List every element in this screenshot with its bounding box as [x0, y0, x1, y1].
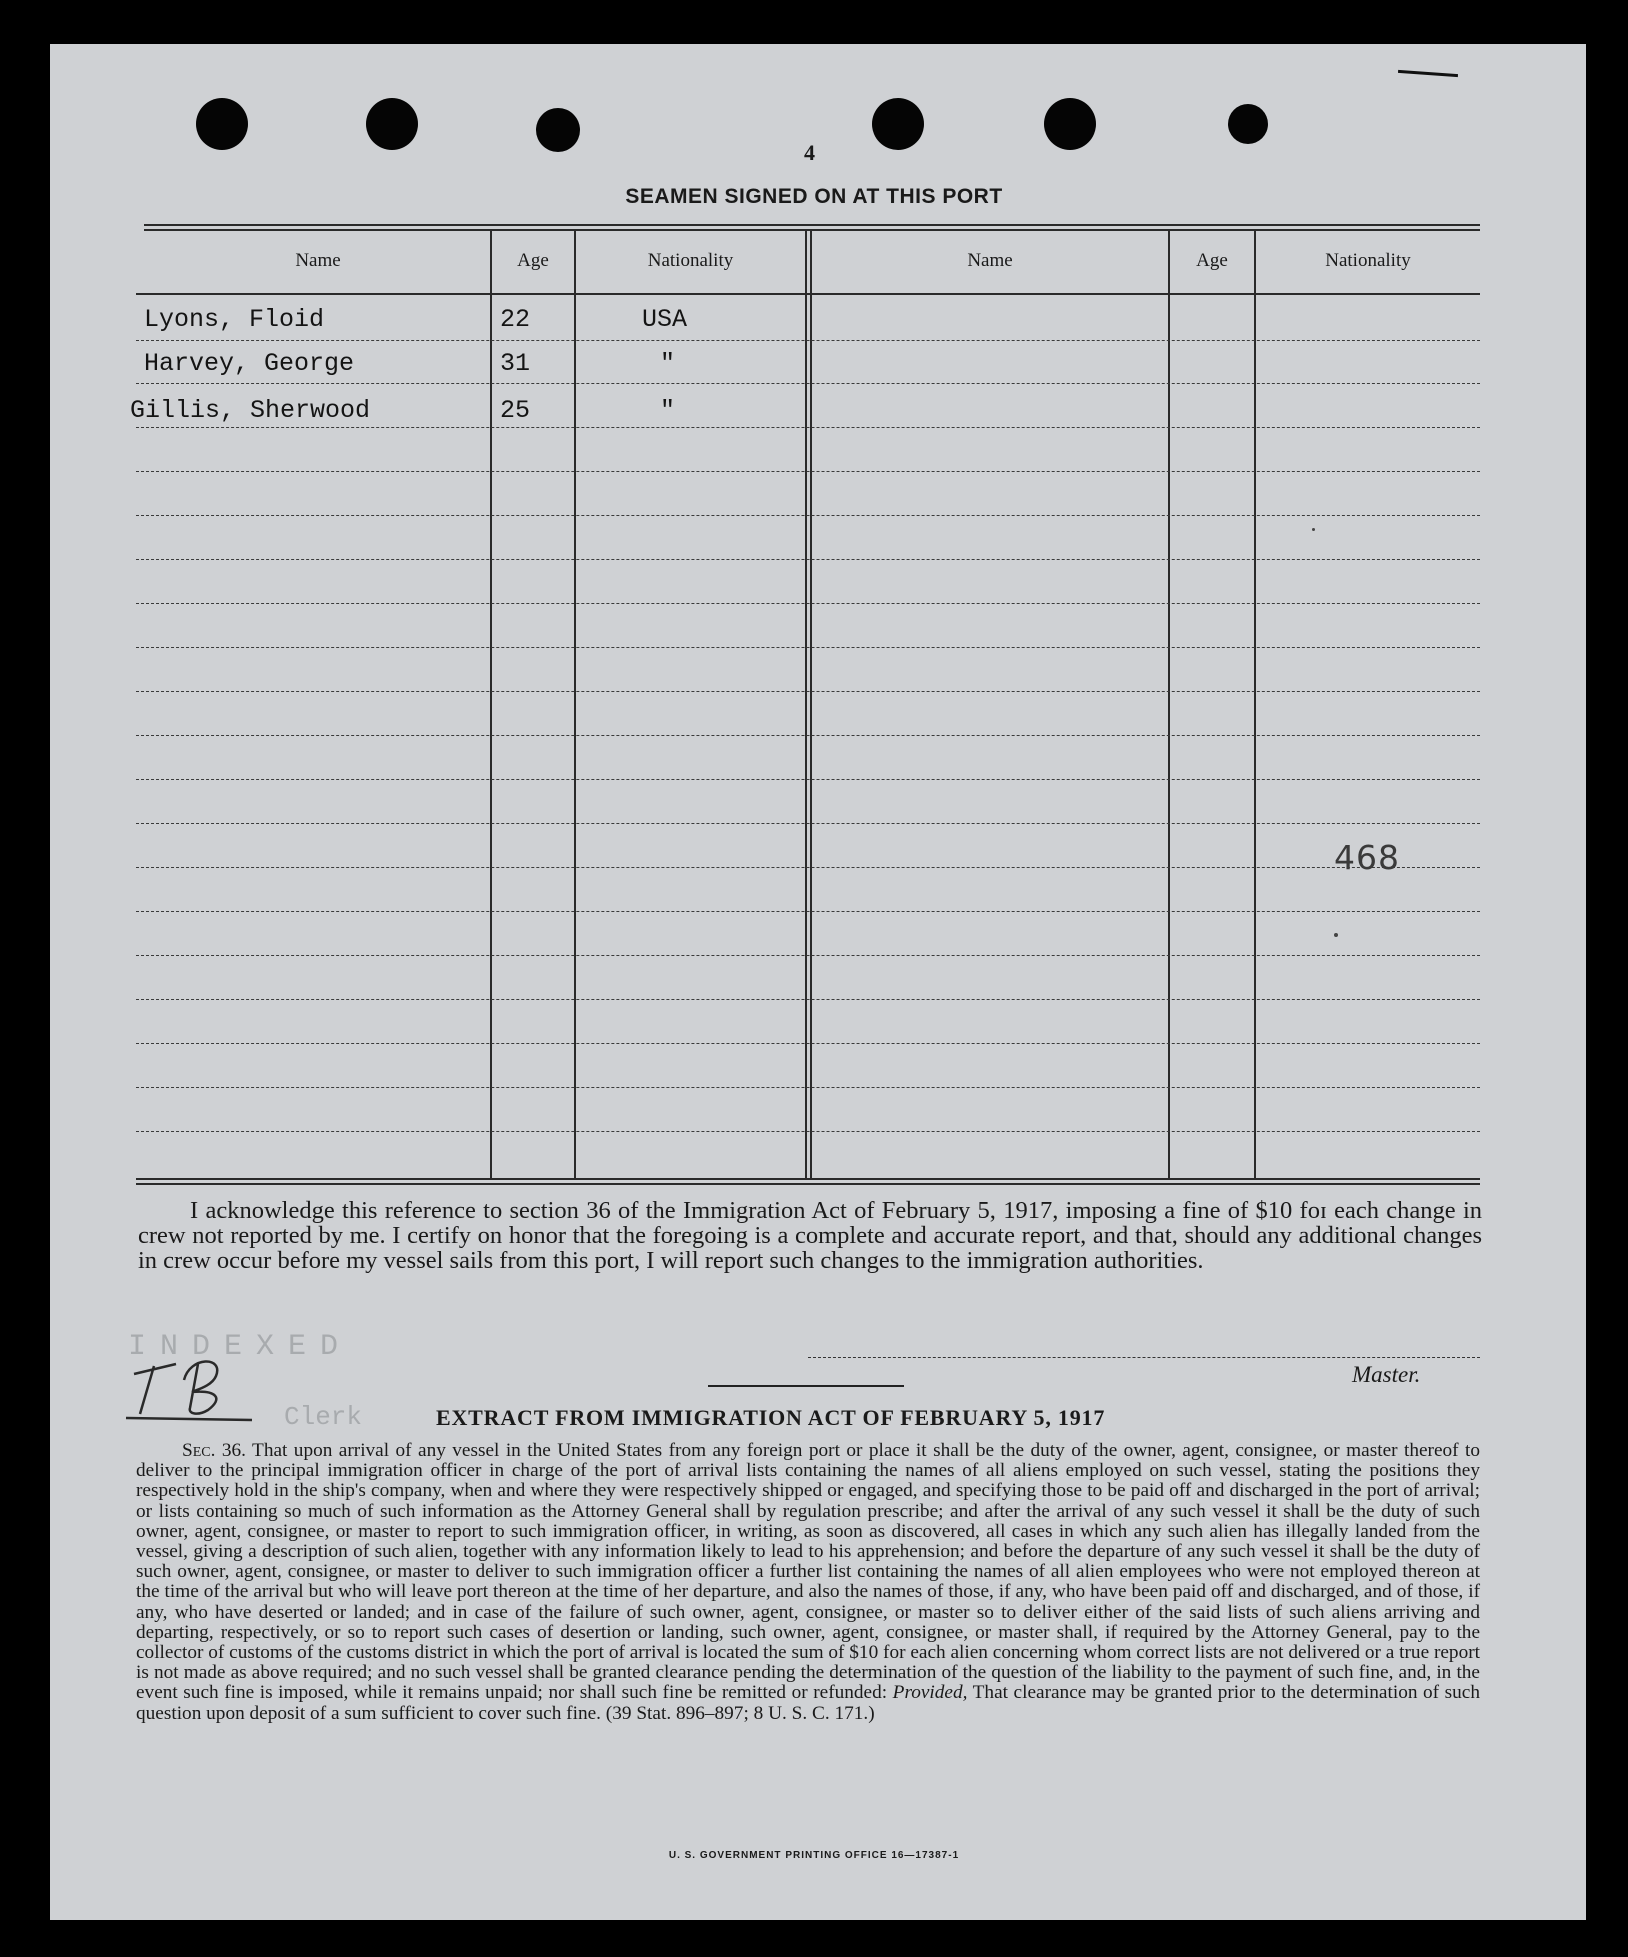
punch-hole: [366, 98, 418, 150]
punch-hole: [872, 98, 924, 150]
page-number: 4: [804, 140, 815, 165]
column-divider: [490, 231, 492, 1180]
certification-text: I acknowledge this reference to section 36 of the Immigration Act of February 5, 1917, imposing a fine of $10 foɪ each change in crew not reported by me. I certify on honor that the foregoing is a complete and accurate report, and that, should any additional changes in crew occur before my vessel sails from this port, I will report such changes to the immigration authorities.: [138, 1197, 1482, 1274]
header-name-left: Name: [295, 250, 341, 271]
master-signature-line: [808, 1357, 1480, 1358]
seaman-age: 25: [500, 396, 531, 425]
row-line: [136, 340, 1480, 341]
seaman-nationality: ": [660, 396, 676, 425]
header-age-right: Age: [1196, 250, 1228, 271]
speck: [1334, 933, 1338, 937]
seaman-name: Gillis, Sherwood: [130, 396, 371, 425]
punch-hole: [1228, 104, 1268, 144]
row-line: [136, 735, 1480, 736]
row-line: [136, 647, 1480, 648]
seaman-age: 31: [500, 349, 531, 378]
punch-hole: [196, 98, 248, 150]
row-line: [136, 1131, 1480, 1132]
statute-section: Sec. 36.: [182, 1440, 246, 1461]
table-bottom-rule: [136, 1178, 1480, 1180]
seaman-name: Lyons, Floid: [144, 305, 325, 334]
clerk-stamp: Clerk: [284, 1402, 363, 1432]
header-nationality-right: Nationality: [1325, 250, 1411, 271]
statute-provided: Provided,: [892, 1682, 968, 1704]
speck: [1312, 528, 1315, 531]
row-line: [136, 1043, 1480, 1044]
punch-hole: [536, 108, 580, 152]
statute-body: That upon arrival of any vessel in the United States from any foreign port or place it shall be the duty of the owner, agent, consignee, or master thereof to deliver to the principal immigration officer in charge of the port of arrival lists containing the names of all aliens employed on such vessel, stating the positions they respectively hold in the ship's company, when and where they were respectively shipped or engaged, and specifying those to be paid off and discharged in the port of arrival; or lists containing so much of such information as the Attorney General shall by regulation prescribe; and after the arrival of any such vessel it shall be the duty of such owner, agent, consignee, or master to report to such immigration officer, in writing, as soon as discovered, all cases in which any such alien has illegally landed from the vessel, giving a description of such alien, together with any information likely to lead to his apprehension; and before the departure of any such vessel it shall be the duty of such owner, agent, consignee, or master to deliver to such immigration officer a further list containing the names of all alien employees who were not employed thereon at the time of the arrival but who will leave port thereon at the time of her departure, and also the names of those, if any, who have been paid off and discharged, and of those, if any, who have deserted or landed; and in case of the failure of such owner, agent, consignee, or master so to deliver either of the said lists of such aliens arriving and departing, respectively, or so to report such cases of desertion or landing, such owner, agent, consignee, or master shall, if required by the Attorney General, pay to the collector of customs of the customs district in which the port of arrival is located the sum of $10 for each alien concerning whom correct lists are not delivered or a true report is not made as above required; and no such vessel shall be granted clearance pending the determination of the question of the liability to the payment of such fine, and, in the event such fine is imposed, while it remains unpaid; nor shall such fine be remitted or refunded:: [136, 1440, 1480, 1704]
row-line: [136, 823, 1480, 824]
table-top-rule: [144, 229, 1480, 231]
table-bottom-rule: [136, 1183, 1480, 1185]
header-name-right: Name: [967, 250, 1013, 271]
seaman-nationality: ": [660, 349, 676, 378]
printer-line: U. S. GOVERNMENT PRINTING OFFICE 16—17387-1: [668, 1850, 960, 1861]
punch-hole: [1044, 98, 1096, 150]
section-rule: [708, 1385, 904, 1387]
row-line: [136, 603, 1480, 604]
seaman-name: Harvey, George: [144, 349, 355, 378]
statute-body-end: That clearance may be granted prior to the determination of such question upon deposit of a sum sufficient to cover such fine. (39 Stat. 896–897; 8 U. S. C. 171.): [136, 1682, 1480, 1724]
row-line: [136, 955, 1480, 956]
row-line: [136, 383, 1480, 384]
row-line: [136, 779, 1480, 780]
statute-text: [136, 1441, 1480, 1724]
seaman-nationality: USA: [642, 305, 688, 334]
header-nationality-left: Nationality: [647, 250, 734, 271]
column-divider: [805, 231, 807, 1180]
column-divider: [574, 231, 576, 1180]
clerk-initials: [120, 1350, 280, 1432]
row-line: [136, 867, 1480, 868]
table-top-rule: [144, 224, 1480, 226]
seaman-age: 22: [500, 305, 531, 334]
row-line: [136, 691, 1480, 692]
row-line: [136, 515, 1480, 516]
master-label: Master.: [1352, 1362, 1421, 1387]
column-divider: [1168, 231, 1170, 1180]
column-divider: [810, 231, 812, 1180]
extract-title: EXTRACT FROM IMMIGRATION ACT OF FEBRUARY 5, 1917: [436, 1405, 1106, 1430]
form-title: SEAMEN SIGNED ON AT THIS PORT: [625, 185, 1003, 208]
stamped-number: 468: [1334, 838, 1400, 877]
row-line: [136, 999, 1480, 1000]
header-rule: [136, 293, 1480, 295]
column-divider: [1254, 231, 1256, 1180]
row-line: [136, 559, 1480, 560]
row-line: [136, 471, 1480, 472]
row-line: [136, 1087, 1480, 1088]
row-line: [136, 911, 1480, 912]
header-age-left: Age: [517, 250, 549, 271]
row-line: [136, 427, 1480, 428]
indexed-stamp: INDEXED: [128, 1330, 353, 1364]
